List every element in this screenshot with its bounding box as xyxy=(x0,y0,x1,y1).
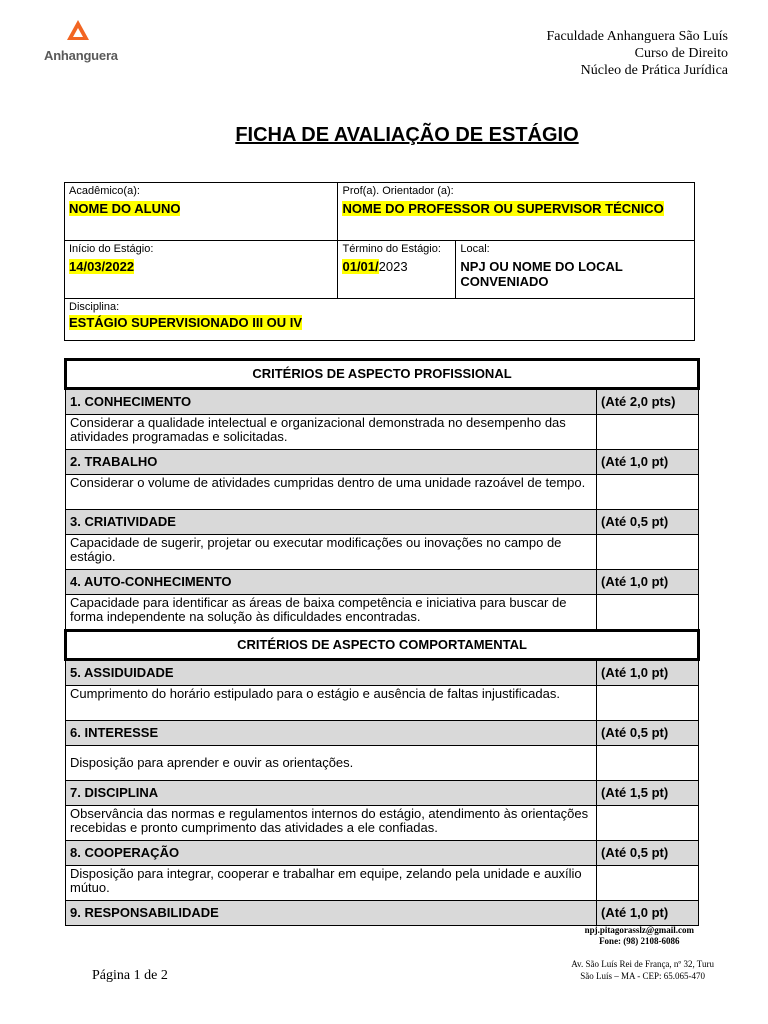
criterion-description: Disposição para aprender e ouvir as orientações. xyxy=(66,746,597,781)
criterion-description-row xyxy=(66,806,699,841)
logo-wordmark: Anhanguera xyxy=(44,48,118,63)
criterion-description-row xyxy=(66,595,699,631)
criterion-row xyxy=(66,510,699,535)
disciplina-label: Disciplina: xyxy=(69,301,120,313)
score-cell[interactable] xyxy=(597,806,699,841)
institution-name: Faculdade Anhanguera São Luís xyxy=(546,29,728,44)
footer-address xyxy=(571,958,714,982)
criterion-description: Observância das normas e regulamentos internos do estágio, atendimento às orientações recebidas e pronto cumprimento das atividades a ele confiadas. xyxy=(66,806,597,841)
footer-address-line-2: São Luís – MA - CEP: 65.065-470 xyxy=(580,971,705,981)
termino-cell xyxy=(338,241,456,299)
criterion-name: 6. INTERESSE xyxy=(66,721,597,746)
criterion-row xyxy=(66,660,699,686)
local-value[interactable]: NPJ OU NOME DO LOCAL CONVENIADO xyxy=(460,259,623,289)
orientador-cell xyxy=(338,183,695,241)
criterion-description-row xyxy=(66,746,699,781)
criterion-description-row xyxy=(66,866,699,901)
disciplina-cell xyxy=(65,299,695,341)
score-cell[interactable] xyxy=(597,535,699,570)
criterion-description-row xyxy=(66,686,699,721)
course-name: Curso de Direito xyxy=(634,46,728,61)
termino-value-year: 2023 xyxy=(378,259,408,274)
criterion-name: 8. COOPERAÇÃO xyxy=(66,841,597,866)
section-title: CRITÉRIOS DE ASPECTO COMPORTAMENTAL xyxy=(66,631,699,660)
criterion-points: (Até 0,5 pt) xyxy=(597,841,699,866)
institution-header xyxy=(546,28,728,79)
footer-address-line-1: Av. São Luís Rei de França, nº 32, Turu xyxy=(571,959,714,969)
criterion-row xyxy=(66,721,699,746)
criterion-name: 3. CRIATIVIDADE xyxy=(66,510,597,535)
criterion-row xyxy=(66,389,699,415)
anhanguera-logo xyxy=(44,18,144,70)
disciplina-value[interactable]: ESTÁGIO SUPERVISIONADO III OU IV xyxy=(69,315,303,330)
termino-value-highlighted: 01/01/ xyxy=(342,259,379,274)
criterion-description-row xyxy=(66,415,699,450)
section-title: CRITÉRIOS DE ASPECTO PROFISSIONAL xyxy=(66,360,699,389)
criterion-points: (Até 1,0 pt) xyxy=(597,570,699,595)
criterion-points: (Até 1,0 pt) xyxy=(597,901,699,926)
score-cell[interactable] xyxy=(597,746,699,781)
criterion-row xyxy=(66,570,699,595)
criterion-points: (Até 0,5 pt) xyxy=(597,510,699,535)
criterion-name: 4. AUTO-CONHECIMENTO xyxy=(66,570,597,595)
criterion-description: Cumprimento do horário estipulado para o estágio e ausência de faltas injustificadas. xyxy=(66,686,597,721)
criterion-points: (Até 1,0 pt) xyxy=(597,660,699,686)
score-cell[interactable] xyxy=(597,475,699,510)
score-cell[interactable] xyxy=(597,866,699,901)
student-info-table xyxy=(64,182,695,341)
academico-value[interactable]: NOME DO ALUNO xyxy=(69,201,181,216)
criteria-table xyxy=(64,358,700,926)
academico-cell xyxy=(65,183,338,241)
score-cell[interactable] xyxy=(597,415,699,450)
document-title: FICHA DE AVALIAÇÃO DE ESTÁGIO xyxy=(235,124,579,146)
local-cell xyxy=(456,241,695,299)
footer-contact xyxy=(585,925,694,947)
criterion-name: 7. DISCIPLINA xyxy=(66,781,597,806)
termino-label: Término do Estágio: xyxy=(342,243,441,255)
logo-mark-icon xyxy=(44,18,144,48)
criterion-name: 5. ASSIDUIDADE xyxy=(66,660,597,686)
inicio-value[interactable]: 14/03/2022 xyxy=(69,259,135,274)
footer-email[interactable]: npj.pitagorasslz@gmail.com xyxy=(584,925,694,935)
score-cell[interactable] xyxy=(597,595,699,631)
orientador-label: Prof(a). Orientador (a): xyxy=(342,185,454,197)
criterion-name: 9. RESPONSABILIDADE xyxy=(66,901,597,926)
orientador-value[interactable]: NOME DO PROFESSOR OU SUPERVISOR TÉCNICO xyxy=(342,201,664,216)
criterion-description: Considerar a qualidade intelectual e organizacional demonstrada no desempenho das atividades programadas e solicitadas. xyxy=(66,415,597,450)
section-header-row xyxy=(66,360,699,389)
page-number: Página 1 de 2 xyxy=(92,968,168,983)
criterion-points: (Até 1,0 pt) xyxy=(597,450,699,475)
criterion-points: (Até 0,5 pt) xyxy=(597,721,699,746)
criterion-points: (Até 2,0 pts) xyxy=(597,389,699,415)
criterion-row xyxy=(66,901,699,926)
criterion-description-row xyxy=(66,475,699,510)
criterion-description: Disposição para integrar, cooperar e trabalhar em equipe, zelando pela unidade e auxílio mútuo. xyxy=(66,866,597,901)
criterion-description-row xyxy=(66,535,699,570)
criterion-name: 1. CONHECIMENTO xyxy=(66,389,597,415)
inicio-label: Início do Estágio: xyxy=(69,243,154,255)
criterion-description: Capacidade para identificar as áreas de baixa competência e iniciativa para buscar de forma independente na solução às dificuldades encontradas. xyxy=(66,595,597,631)
criterion-row xyxy=(66,450,699,475)
criterion-description: Considerar o volume de atividades cumpridas dentro de uma unidade razoável de tempo. xyxy=(66,475,597,510)
criterion-row xyxy=(66,841,699,866)
criterion-name: 2. TRABALHO xyxy=(66,450,597,475)
section-header-row xyxy=(66,631,699,660)
footer-phone: Fone: (98) 2108-6086 xyxy=(599,936,680,946)
center-name: Núcleo de Prática Jurídica xyxy=(580,63,728,78)
criterion-points: (Até 1,5 pt) xyxy=(597,781,699,806)
score-cell[interactable] xyxy=(597,686,699,721)
academico-label: Acadêmico(a): xyxy=(69,185,140,197)
criterion-description: Capacidade de sugerir, projetar ou executar modificações ou inovações no campo de estágio. xyxy=(66,535,597,570)
termino-value[interactable] xyxy=(342,259,407,274)
criterion-row xyxy=(66,781,699,806)
local-label: Local: xyxy=(460,243,490,255)
inicio-cell xyxy=(65,241,338,299)
